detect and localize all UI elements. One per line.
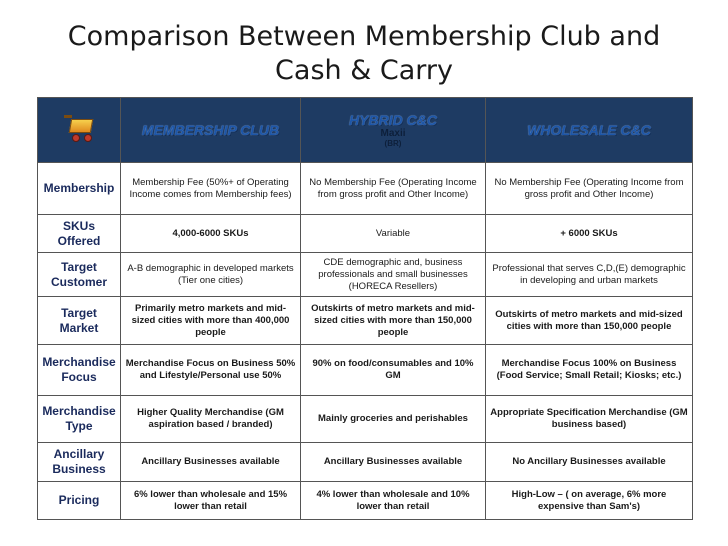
- membership-cell: Primarily metro markets and mid-sized cities with more than 400,000 people: [121, 297, 301, 345]
- hybrid-cell: Mainly groceries and perishables: [301, 396, 486, 443]
- hybrid-cell: Variable: [301, 215, 486, 253]
- wholesale-cell: Merchandise Focus 100% on Business (Food Service; Small Retail; Kiosks; etc.): [486, 345, 693, 396]
- table-row: [38, 396, 693, 443]
- membership-cell: A-B demographic in developed markets (Tier one cities): [121, 253, 301, 297]
- header-wholesale-label: WHOLESALE C&C: [527, 122, 651, 138]
- hybrid-cell: No Membership Fee (Operating Income from gross profit and Other Income): [301, 163, 486, 215]
- table-row: [38, 443, 693, 482]
- wholesale-cell: Appropriate Specification Merchandise (GM business based): [486, 396, 693, 443]
- table-row: [38, 215, 693, 253]
- hybrid-cell: Outskirts of metro markets and mid-sized cities with more than 150,000 people: [301, 297, 486, 345]
- header-hybrid-code: (BR): [384, 139, 402, 148]
- slide-title-line-1: Comparison Between Membership Club and: [67, 21, 661, 52]
- wholesale-cell: Professional that serves C,D,(E) demographic in developing and urban markets: [486, 253, 693, 297]
- membership-cell: 6% lower than wholesale and 15% lower than retail: [121, 482, 301, 520]
- table-row: [38, 345, 693, 396]
- row-label: SKUs Offered: [38, 215, 121, 253]
- wholesale-cell: Outskirts of metro markets and mid-sized cities with more than 150,000 people: [486, 297, 693, 345]
- membership-cell: 4,000-6000 SKUs: [121, 215, 301, 253]
- wholesale-cell: + 6000 SKUs: [486, 215, 693, 253]
- row-label: Merchandise Type: [38, 396, 121, 443]
- header-hybrid-brand: Maxii: [380, 128, 406, 139]
- header-hybrid-label: HYBRID C&C: [349, 112, 437, 128]
- membership-cell: Ancillary Businesses available: [121, 443, 301, 482]
- table-row: [38, 482, 693, 520]
- row-label: Target Customer: [38, 253, 121, 297]
- wholesale-cell: No Ancillary Businesses available: [486, 443, 693, 482]
- header-wholesale-cc: [486, 98, 693, 163]
- hybrid-cell: Ancillary Businesses available: [301, 443, 486, 482]
- row-label: Pricing: [38, 482, 121, 520]
- row-label: Ancillary Business: [38, 443, 121, 482]
- wholesale-cell: No Membership Fee (Operating Income from gross profit and Other Income): [486, 163, 693, 215]
- wholesale-cell: High-Low – ( on average, 6% more expensive than Sam's): [486, 482, 693, 520]
- hybrid-cell: 90% on food/consumables and 10% GM: [301, 345, 486, 396]
- slide-title-line-2: Cash & Carry: [275, 55, 453, 86]
- membership-cell: Higher Quality Merchandise (GM aspiration based / branded): [121, 396, 301, 443]
- header-membership-club: [121, 98, 301, 163]
- header-membership-label: MEMBERSHIP CLUB: [141, 122, 280, 138]
- membership-cell: Merchandise Focus on Business 50% and Lifestyle/Personal use 50%: [121, 345, 301, 396]
- comparison-table: [37, 97, 693, 520]
- shopping-cart-icon: [64, 115, 94, 141]
- table-row: [38, 163, 693, 215]
- table-row: [38, 253, 693, 297]
- membership-cell: Membership Fee (50%+ of Operating Income comes from Membership fees): [121, 163, 301, 215]
- slide-title: [40, 20, 688, 88]
- hybrid-cell: 4% lower than wholesale and 10% lower than retail: [301, 482, 486, 520]
- row-label: Membership: [38, 163, 121, 215]
- row-label: Target Market: [38, 297, 121, 345]
- header-logo-cell: [38, 98, 121, 163]
- hybrid-cell: CDE demographic and, business professionals and small businesses (HORECA Resellers): [301, 253, 486, 297]
- header-hybrid-cc: [301, 98, 486, 163]
- table-row: [38, 297, 693, 345]
- table-header-row: [38, 98, 693, 163]
- row-label: Merchandise Focus: [38, 345, 121, 396]
